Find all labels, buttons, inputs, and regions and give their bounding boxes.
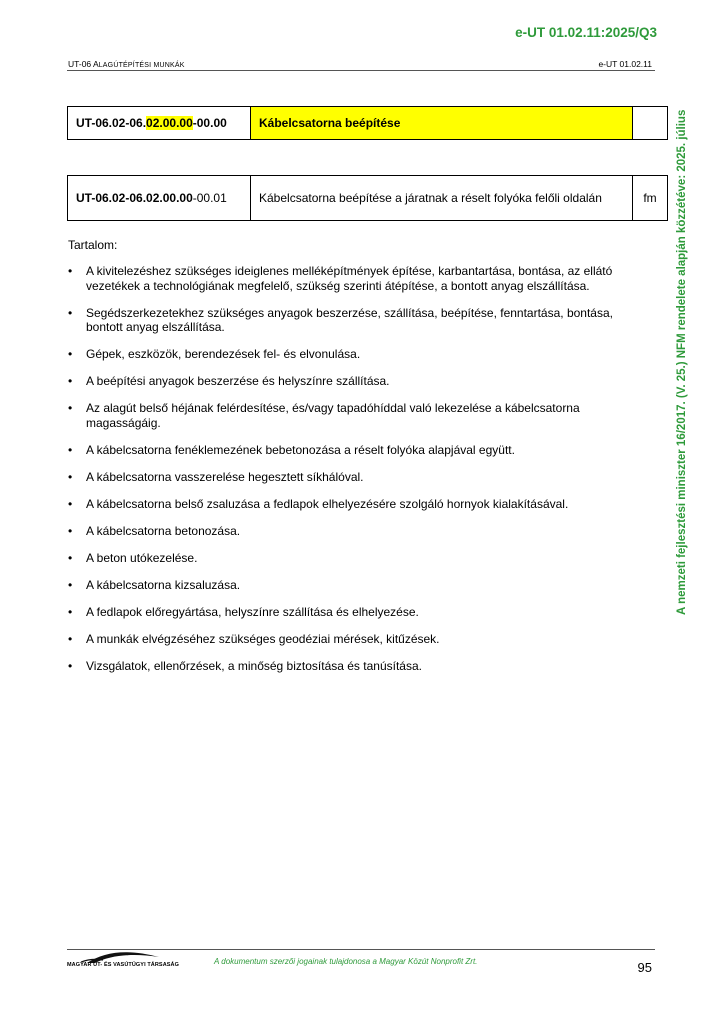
item-code (68, 176, 251, 221)
chapter-prefix: UT-06 A (68, 59, 99, 69)
list-item: • A fedlapok előregyártása, helyszínre szállítása és elhelyezése. (68, 605, 628, 620)
chapter-title: LAGÚTÉPÍTÉSI MUNKÁK (98, 62, 185, 69)
content-title: Tartalom: (68, 238, 118, 252)
list-item: • A kábelcsatorna fenéklemezének bebetonozása a réselt folyóka alapjával együtt. (68, 443, 628, 458)
item-code-table (67, 175, 668, 221)
code-main: UT-06.02-06.02.00.00 (76, 191, 193, 205)
item-unit: fm (633, 176, 668, 221)
code-prefix: UT-06.02-06. (76, 116, 147, 130)
list-item: • Az alagút belső héjának felérdesítése, és/vagy tapadóhíddal való lekezelése a kábelcsatorna magasságáig. (68, 401, 628, 430)
list-item: • Segédszerkezetekhez szükséges anyagok beszerzése, szállítása, beépítése, fenntartása, bontása, bontott anyag elszállítása. (68, 306, 628, 335)
list-item: • A kábelcsatorna vasszerelése hegesztett síkhálóval. (68, 470, 628, 485)
logo-text: MAGYAR ÚT- ÉS VASÚTÜGYI TÁRSASÁG (67, 962, 179, 968)
content-list (68, 264, 628, 686)
chapter-header (68, 59, 185, 69)
code-suffix: -00.01 (192, 191, 227, 205)
section-code-table (67, 106, 668, 140)
header-divider (67, 70, 655, 71)
item-code (68, 107, 251, 140)
page-number: 95 (637, 960, 652, 975)
list-item: • A beépítési anyagok beszerzése és helyszínre szállítása. (68, 374, 628, 389)
item-name: Kábelcsatorna beépítése a járatnak a réselt folyóka felőli oldalán (251, 176, 633, 221)
item-unit (633, 107, 668, 140)
list-item: • A munkák elvégzéséhez szükséges geodéziai mérések, kitűzések. (68, 632, 628, 647)
list-item: • A beton utókezelése. (68, 551, 628, 566)
code-highlight: 02.00.00 (146, 116, 193, 130)
item-name: Kábelcsatorna beépítése (251, 107, 633, 140)
list-item: • A kábelcsatorna kizsaluzása. (68, 578, 628, 593)
table-row (68, 107, 668, 140)
list-item: • Vizsgálatok, ellenőrzések, a minőség biztosítása és tanúsítása. (68, 659, 628, 674)
document-id: e-UT 01.02.11:2025/Q3 (515, 25, 657, 40)
publication-note: A nemzeti fejlesztési miniszter 16/2017. (V. 25.) NFM rendelete alapján közzétéve: 2025. július (676, 109, 688, 616)
list-item: • Gépek, eszközök, berendezések fel- és elvonulása. (68, 347, 628, 362)
list-item: • A kábelcsatorna betonozása. (68, 524, 628, 539)
header-doc-ref: e-UT 01.02.11 (598, 59, 652, 69)
copyright-note: A dokumentum szerzői jogainak tulajdonosa a Magyar Közút Nonprofit Zrt. (214, 957, 478, 966)
list-item: • A kivitelezéshez szükséges ideiglenes melléképítmények építése, karbantartása, bontása, az ellátó vezetékek a technológiának megfelelő, szükség szerinti átépítése, a bontott anyag elszállítása. (68, 264, 628, 293)
code-suffix: -00.00 (192, 116, 227, 130)
table-row (68, 176, 668, 221)
list-item: • A kábelcsatorna belső zsaluzása a fedlapok elhelyezésére szolgáló hornyok kialakításával. (68, 497, 628, 512)
